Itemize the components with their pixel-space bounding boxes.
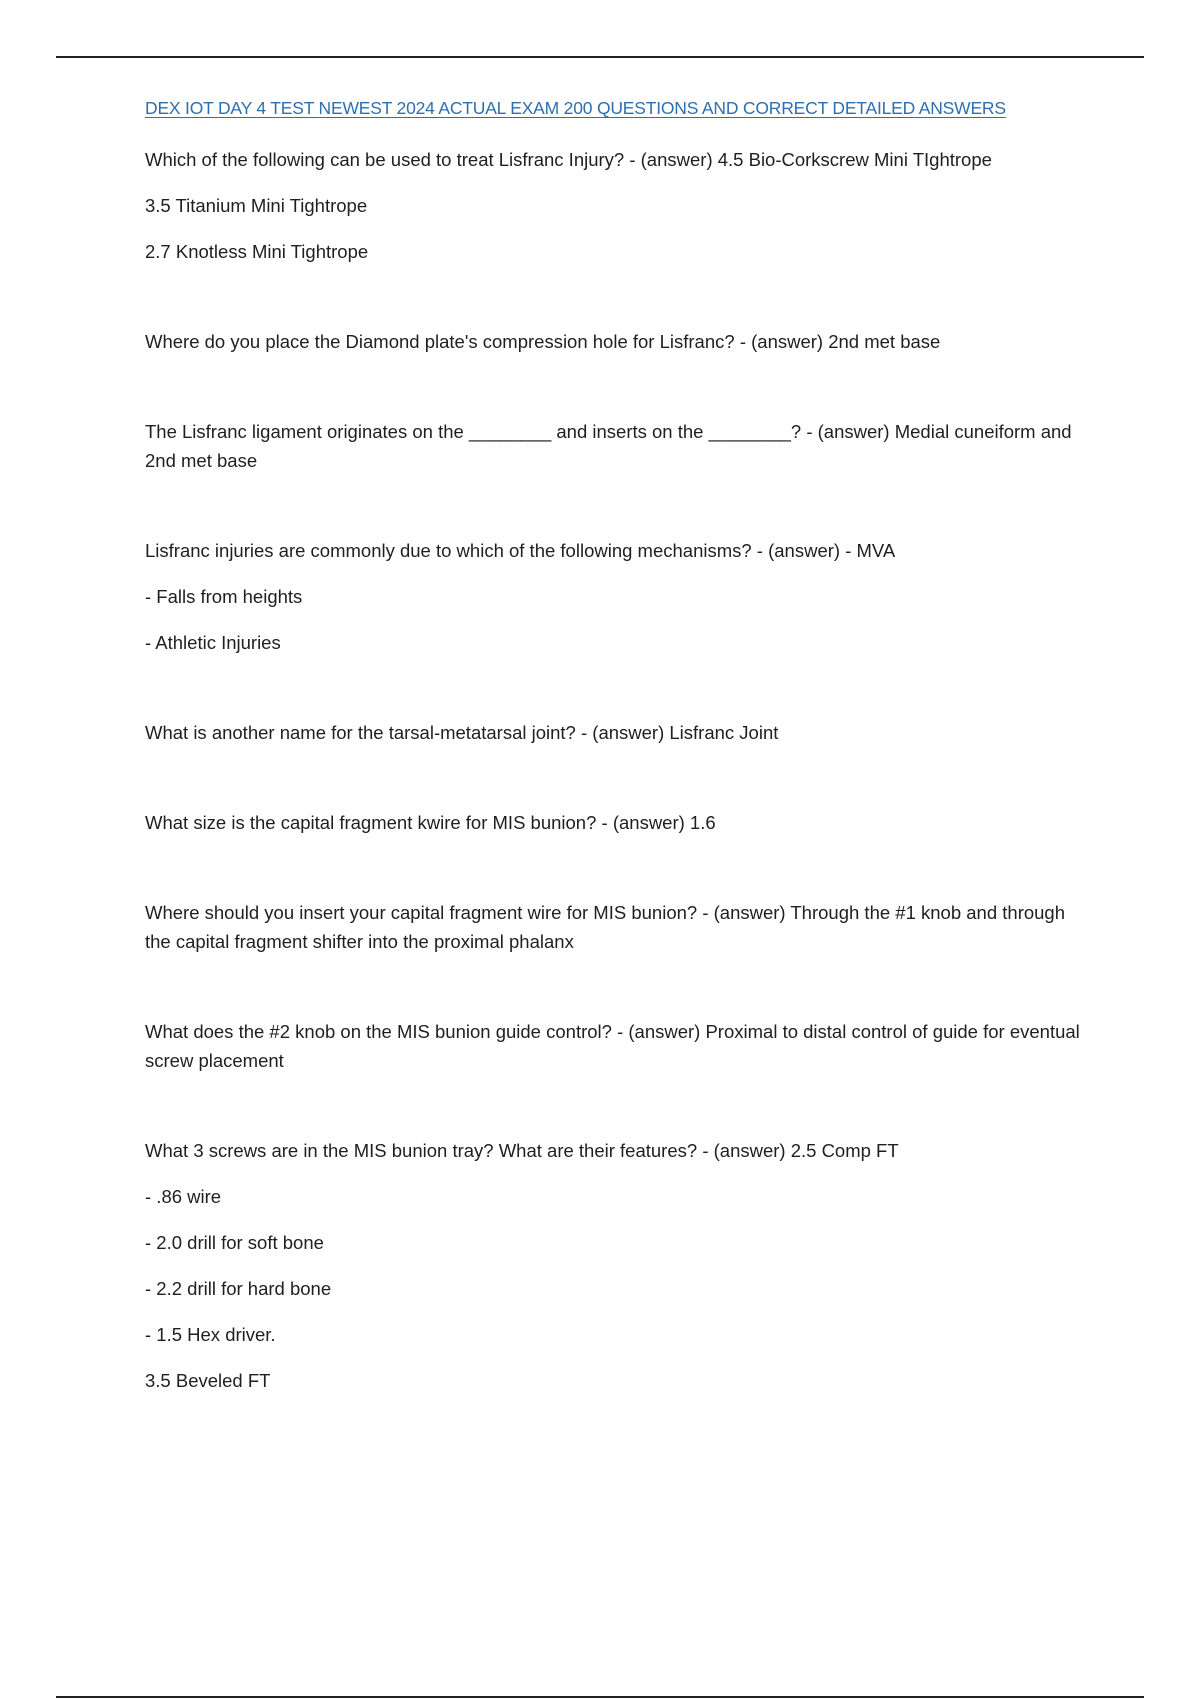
qa-answer-line: - Falls from heights xyxy=(145,586,303,607)
qa-answer-line: - 1.5 Hex driver. xyxy=(145,1324,276,1345)
qa-answer-line: - .86 wire xyxy=(145,1186,222,1207)
qa-answer-line: 3.5 Beveled FT xyxy=(145,1370,271,1391)
qa-answer-line: - 2.2 drill for hard bone xyxy=(145,1278,332,1299)
document-body xyxy=(145,98,1085,1412)
qa-answer-line: 3.5 Titanium Mini Tightrope xyxy=(145,195,368,216)
qa-item xyxy=(145,1017,1085,1075)
qa-item xyxy=(145,536,1085,657)
qa-answer-line: - 2.0 drill for soft bone xyxy=(145,1232,324,1253)
qa-item xyxy=(145,417,1085,475)
qa-question-answer: Lisfranc injuries are commonly due to which of the following mechanisms? - (answer) - MVA xyxy=(145,540,896,561)
qa-question-answer: What size is the capital fragment kwire for MIS bunion? - (answer) 1.6 xyxy=(145,812,716,833)
qa-question-answer: Where should you insert your capital fragment wire for MIS bunion? - (answer) Through the #1 knob and through the capital fragment shifter into the proximal phalanx xyxy=(145,902,1066,952)
qa-item xyxy=(145,898,1085,956)
qa-item xyxy=(145,145,1085,266)
qa-answer-line: - Athletic Injuries xyxy=(145,632,281,653)
qa-question-answer: What 3 screws are in the MIS bunion tray? What are their features? - (answer) 2.5 Comp FT xyxy=(145,1140,899,1161)
qa-question-answer: What is another name for the tarsal-metatarsal joint? - (answer) Lisfranc Joint xyxy=(145,722,779,743)
qa-list xyxy=(145,145,1085,1395)
qa-item xyxy=(145,327,1085,356)
qa-question-answer: Where do you place the Diamond plate's compression hole for Lisfranc? - (answer) 2nd met base xyxy=(145,331,941,352)
qa-answer-line: 2.7 Knotless Mini Tightrope xyxy=(145,241,369,262)
qa-item xyxy=(145,718,1085,747)
qa-item xyxy=(145,808,1085,837)
qa-question-answer: The Lisfranc ligament originates on the ________ and inserts on the ________? - (answer) Medial cuneiform and 2nd met base xyxy=(145,421,1072,471)
qa-question-answer: What does the #2 knob on the MIS bunion guide control? - (answer) Proximal to distal control of guide for eventual screw placement xyxy=(145,1021,1080,1071)
document-title: DEX IOT DAY 4 TEST NEWEST 2024 ACTUAL EXAM 200 QUESTIONS AND CORRECT DETAILED ANSWERS xyxy=(145,98,1006,118)
bottom-rule xyxy=(56,1696,1144,1698)
top-rule xyxy=(56,56,1144,58)
qa-question-answer: Which of the following can be used to treat Lisfranc Injury? - (answer) 4.5 Bio-Corkscrew Mini TIghtrope xyxy=(145,149,992,170)
qa-item xyxy=(145,1136,1085,1395)
